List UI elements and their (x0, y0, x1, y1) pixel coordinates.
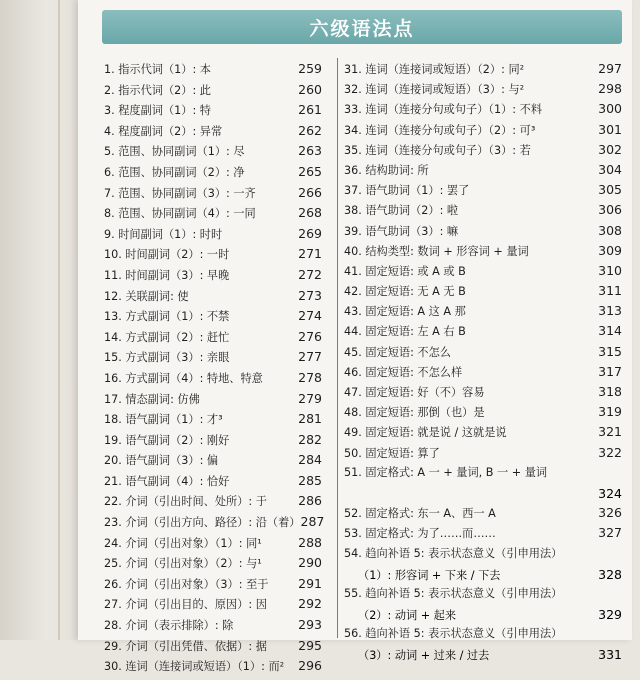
toc-entry-title: 16. 方式副词（4）: 特地、特意 (104, 371, 263, 385)
toc-entry (344, 102, 622, 122)
toc-entry-page: 322 (598, 444, 622, 460)
toc-entry (104, 597, 322, 618)
toc-entry-title: 27. 介词（引出目的、原因）: 因 (104, 598, 267, 612)
toc-entry (104, 350, 322, 371)
toc-entry-page: 292 (298, 596, 322, 612)
toc-entry-title: 11. 时间副词（3）: 早晚 (104, 268, 230, 282)
toc-entry (104, 165, 322, 186)
toc-entry-page: 287 (300, 514, 325, 530)
toc-entry (104, 433, 322, 454)
toc-entry-page: 296 (298, 658, 322, 674)
toc-entry-page: 260 (298, 81, 322, 97)
toc-entry-page: 288 (298, 534, 322, 550)
toc-entry-page: 331 (598, 647, 622, 663)
toc-entry-page: 318 (598, 384, 622, 399)
toc-entry-title: 49. 固定短语: 就是说 / 这就是说 (344, 426, 507, 440)
adjacent-page-edge (0, 0, 78, 640)
toc-entry-page: 300 (598, 101, 622, 117)
toc-entry-page: 263 (298, 143, 322, 159)
toc-entry-title: 44. 固定短语: 左 A 右 B (344, 325, 466, 339)
toc-entry-page: 265 (298, 163, 322, 179)
toc-entry-page: 309 (598, 242, 622, 258)
toc-entry-page: 277 (298, 349, 322, 365)
toc-entry-title: 13. 方式副词（1）: 不禁 (104, 310, 230, 324)
toc-entry (104, 247, 322, 268)
toc-entry (344, 143, 622, 163)
toc-entry (104, 227, 322, 248)
toc-entry (344, 244, 622, 264)
toc-entry-page: 308 (598, 222, 622, 238)
toc-entry-title: 18. 语气副词（1）: 才³ (104, 413, 223, 427)
toc-entry (104, 186, 322, 207)
toc-entry (344, 324, 622, 344)
toc-entry (104, 268, 322, 289)
toc-entry-page: 304 (598, 161, 622, 177)
toc-entry (344, 526, 622, 546)
toc-entry-title: 24. 介词（引出对象）（1）: 同¹ (104, 536, 262, 550)
toc-entry-title: 31. 连词（连接词或短语）（2）: 同² (344, 63, 525, 76)
toc-entry-page: 301 (598, 121, 622, 137)
toc-entry (104, 206, 322, 227)
right-column (344, 62, 622, 668)
toc-entry-title: 41. 固定短语: 或 A 或 B (344, 264, 466, 278)
toc-entry-page: 272 (298, 266, 322, 282)
toc-entry-title: 34. 连词（连接分句或句子）（2）: 可³ (344, 123, 536, 137)
toc-entry-title: 45. 固定短语: 不怎么 (344, 345, 451, 359)
toc-entry (344, 163, 622, 183)
toc-entry-page: 321 (598, 424, 622, 440)
toc-entry-title: 40. 结构类型: 数词 + 形容词 + 量词 (344, 244, 529, 258)
toc-entry-title: 2. 指示代词（2）: 此 (104, 83, 211, 97)
toc-entry-page: 329 (598, 607, 622, 623)
toc-entry-title: 22. 介词（引出时间、处所）: 于 (104, 495, 267, 509)
toc-entry-page: 311 (598, 283, 622, 299)
toc-entry-subtitle: （2）: 动词 + 起来 (358, 609, 457, 623)
toc-entry-page: 276 (298, 328, 322, 344)
toc-entry-title: 7. 范围、协同副词（3）: 一齐 (104, 186, 256, 200)
toc-entry (344, 345, 622, 365)
toc-entry-continuation (344, 486, 622, 506)
toc-entry (344, 425, 622, 445)
toc-entry-title: 29. 介词（引出凭借、依据）: 据 (104, 639, 267, 653)
toc-entry-title: 54. 趋向补语 5: 表示状态意义（引申用法） (344, 546, 563, 560)
toc-entry (344, 183, 622, 203)
toc-entry (344, 446, 622, 466)
toc-entry (104, 144, 322, 165)
toc-entry-title: 56. 趋向补语 5: 表示状态意义（引申用法） (344, 627, 563, 641)
toc-entry-title: 15. 方式副词（3）: 亲眼 (104, 351, 230, 365)
toc-entry-title: 53. 固定格式: 为了……而…… (344, 527, 496, 541)
toc-entry (104, 536, 322, 557)
toc-entry-page: 266 (298, 184, 322, 200)
toc-entry-page: 285 (298, 472, 322, 488)
toc-entry-title: 9. 时间副词（1）: 时时 (104, 227, 223, 241)
toc-entry-page: 295 (298, 637, 322, 653)
toc-entry (344, 365, 622, 385)
toc-entry-page: 328 (598, 566, 622, 582)
toc-entry-title: 5. 范围、协同副词（1）: 尽 (104, 145, 245, 159)
toc-entry (344, 385, 622, 405)
toc-entry-page: 310 (598, 262, 622, 278)
toc-entry-page: 315 (598, 343, 622, 359)
toc-entry-title: 25. 介词（引出对象）（2）: 与¹ (104, 557, 262, 571)
toc-entry (104, 494, 322, 515)
toc-entry (344, 264, 622, 284)
toc-entry (104, 514, 325, 536)
title-banner (102, 10, 622, 44)
toc-entry-title: 46. 固定短语: 不怎么样 (344, 365, 463, 379)
toc-entry-page: 278 (298, 369, 322, 385)
toc-entry (104, 309, 322, 330)
toc-entry-page: 319 (598, 404, 622, 420)
toc-entry (104, 618, 322, 639)
toc-entry (104, 474, 322, 495)
toc-entry (344, 304, 622, 324)
toc-entry-title: 8. 范围、协同副词（4）: 一同 (104, 207, 256, 221)
toc-entry (104, 412, 322, 433)
toc-entry (104, 62, 322, 83)
toc-entry-page: 271 (298, 246, 322, 262)
toc-entry-page: 314 (598, 323, 622, 339)
toc-entry-continuation (344, 647, 622, 667)
toc-entry (104, 124, 322, 145)
toc-entry-page: 326 (598, 505, 622, 521)
toc-entry-page: 261 (298, 102, 322, 118)
toc-entry-title: 35. 连词（连接分句或句子）（3）: 若 (344, 143, 531, 157)
toc-entry-page: 327 (598, 525, 622, 541)
toc-entry (344, 123, 622, 143)
toc-entry-page: 281 (298, 411, 322, 427)
toc-entry-page: 259 (298, 61, 322, 76)
toc-entry-subtitle: （3）: 动词 + 过来 / 过去 (358, 649, 490, 663)
toc-entry-title: 28. 介词（表示排除）: 除 (104, 619, 234, 633)
toc-entry-page: 324 (598, 485, 622, 501)
toc-entry (104, 83, 322, 104)
toc-entry-page: 279 (298, 390, 322, 406)
toc-entry-page: 273 (298, 287, 322, 303)
toc-entry-page: 317 (598, 363, 622, 379)
toc-entry-title: 23. 介词（引出方向、路径）: 沿（着） (104, 516, 301, 530)
book-page (78, 0, 632, 674)
toc-entry-title: 48. 固定短语: 那倒（也）是 (344, 406, 485, 420)
toc-entry (104, 289, 322, 310)
toc-entry (344, 82, 622, 102)
toc-entry-title: 38. 语气助词（2）: 啦 (344, 204, 459, 218)
toc-entry-page: 293 (298, 617, 322, 633)
toc-entry (344, 284, 622, 304)
toc-entry-page: 298 (598, 81, 622, 97)
toc-entry-multiline (344, 547, 622, 587)
toc-entry-title: 52. 固定格式: 东一 A、西一 A (344, 507, 496, 521)
toc-entry-page: 284 (298, 452, 322, 468)
toc-entry-title: 4. 程度副词（2）: 异常 (104, 124, 223, 138)
toc-entry-continuation (344, 567, 622, 587)
toc-entry-page: 290 (298, 555, 322, 571)
column-divider (337, 58, 338, 638)
page-title: 六级语法点 (309, 17, 415, 40)
toc-entry-title: 30. 连词（连接词或短语）（1）: 而² (104, 660, 285, 674)
toc-entry-title: 26. 介词（引出对象）（3）: 至于 (104, 577, 269, 591)
toc-entry (104, 103, 322, 124)
toc-entry-title: 20. 语气副词（3）: 偏 (104, 454, 219, 468)
toc-entry-page: 291 (298, 575, 322, 591)
toc-entry-multiline (344, 627, 622, 667)
toc-entry-page: 274 (298, 308, 322, 324)
toc-entry (344, 405, 622, 425)
toc-entry-multiline (344, 587, 622, 627)
toc-entry (104, 453, 322, 474)
toc-entry-title: 14. 方式副词（2）: 赶忙 (104, 330, 230, 344)
toc-entry-page: 306 (598, 202, 622, 218)
toc-entry (344, 62, 622, 82)
toc-entry (104, 577, 322, 598)
toc-entry-title: 43. 固定短语: A 这 A 那 (344, 305, 466, 319)
toc-entry-title: 1. 指示代词（1）: 本 (104, 63, 211, 76)
toc-entry-title: 17. 情态副词: 仿佛 (104, 392, 200, 406)
toc-entry (104, 556, 322, 577)
toc-entry (344, 203, 622, 223)
toc-entry-page: 313 (598, 303, 622, 319)
toc-entry-title: 33. 连词（连接分句或句子）（1）: 不料 (344, 103, 543, 117)
toc-entry (344, 224, 622, 244)
toc-entry-title: 51. 固定格式: A 一 + 量词, B 一 + 量词 (344, 465, 548, 479)
toc-entry (104, 659, 322, 680)
toc-entry-subtitle: （1）: 形容词 + 下来 / 下去 (358, 568, 501, 582)
toc-entry-title: 42. 固定短语: 无 A 无 B (344, 285, 466, 299)
toc-entry-page: 305 (598, 182, 622, 198)
toc-entry-title: 3. 程度副词（1）: 特 (104, 104, 211, 118)
toc-entry-title: 10. 时间副词（2）: 一时 (104, 248, 230, 262)
toc-entry-page: 268 (298, 205, 322, 221)
toc-entry-title: 19. 语气副词（2）: 刚好 (104, 433, 230, 447)
toc-entry-page: 302 (598, 141, 622, 157)
toc-entry-title: 6. 范围、协同副词（2）: 净 (104, 165, 245, 179)
toc-entry-page: 282 (298, 431, 322, 447)
left-column (104, 61, 325, 680)
toc-entry-title: 47. 固定短语: 好（不）容易 (344, 386, 485, 399)
toc-entry-title: 12. 关联副词: 使 (104, 289, 189, 303)
toc-entry-title: 37. 语气助词（1）: 罢了 (344, 184, 470, 198)
toc-entry (104, 371, 322, 392)
toc-entry (104, 639, 322, 660)
page-spine-line (58, 0, 60, 640)
toc-entry-title: 36. 结构助词: 所 (344, 163, 429, 177)
toc-entry-page: 269 (298, 225, 322, 241)
toc-entry-title: 21. 语气副词（4）: 恰好 (104, 474, 230, 488)
toc-entry-page: 262 (298, 122, 322, 138)
toc-entry-title: 55. 趋向补语 5: 表示状态意义（引申用法） (344, 586, 563, 600)
toc-entry-title: 39. 语气助词（3）: 嘛 (344, 224, 459, 238)
toc-entry (104, 392, 322, 413)
toc-entry-continuation (344, 607, 622, 627)
toc-entry-title: 50. 固定短语: 算了 (344, 446, 440, 460)
toc-entry (344, 506, 622, 526)
toc-entry-page: 297 (598, 61, 622, 76)
toc-entry-page: 286 (298, 493, 322, 509)
toc-entry-title: 32. 连词（连接词或短语）（3）: 与² (344, 83, 525, 97)
toc-entry-multiline (344, 466, 622, 506)
toc-entry (104, 330, 322, 351)
